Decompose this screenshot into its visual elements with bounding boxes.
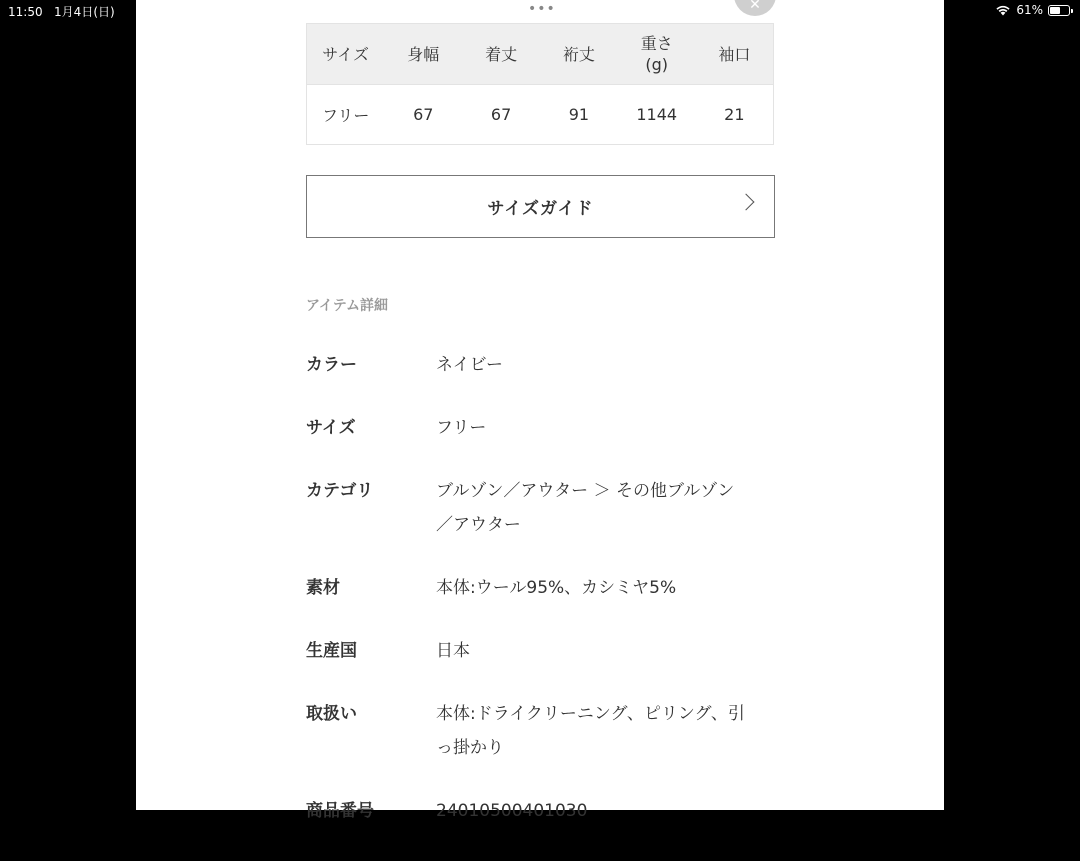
- detail-row-country: [306, 638, 776, 668]
- status-clock: 11:50: [8, 5, 43, 19]
- status-time: [8, 3, 115, 20]
- table-row: [307, 85, 774, 145]
- detail-value-line: ／アウター: [436, 515, 521, 535]
- detail-value-line: ブルゾン／アウター ＞ その他ブルゾン: [436, 481, 735, 501]
- detail-key: 商品番号: [306, 801, 374, 821]
- detail-key: カテゴリ: [306, 481, 374, 501]
- detail-value: [436, 697, 776, 765]
- detail-key: 生産国: [306, 641, 357, 661]
- detail-value: 24010500401030: [436, 801, 588, 821]
- detail-row-material: [306, 575, 776, 605]
- item-details-title: アイテム詳細: [306, 298, 389, 314]
- size-table: [306, 23, 774, 145]
- size-guide-button[interactable]: [306, 175, 775, 238]
- chevron-right-icon: [738, 194, 755, 211]
- status-indicators: [995, 3, 1070, 17]
- close-button[interactable]: [734, 0, 776, 16]
- detail-key: カラー: [306, 355, 357, 375]
- detail-row-color: [306, 352, 776, 382]
- detail-value: [436, 474, 776, 542]
- size-guide-label: サイズガイド: [487, 199, 594, 219]
- detail-value: 本体:ウール95%、カシミヤ5%: [436, 578, 677, 598]
- header-cuff: 袖口: [696, 24, 774, 85]
- cell-length: 67: [462, 85, 540, 145]
- header-size: サイズ: [307, 24, 385, 85]
- more-dots-icon[interactable]: •••: [528, 1, 556, 17]
- detail-row-size: [306, 415, 776, 445]
- detail-key: サイズ: [306, 418, 356, 438]
- detail-key: 素材: [306, 578, 340, 598]
- header-width: 身幅: [384, 24, 462, 85]
- wifi-icon: [995, 4, 1011, 16]
- detail-value: ネイビー: [436, 355, 503, 375]
- header-weight: 重さ (g): [618, 24, 696, 85]
- cell-cuff: 21: [696, 85, 774, 145]
- detail-value-line: っ掛かり: [436, 738, 504, 758]
- battery-percent: 61%: [1016, 3, 1043, 17]
- cell-sleeve: 91: [540, 85, 618, 145]
- detail-key: 取扱い: [306, 704, 357, 724]
- detail-row-product-number: [306, 798, 776, 828]
- cell-width: 67: [384, 85, 462, 145]
- detail-row-category: [306, 478, 776, 542]
- product-sheet: [136, 0, 944, 821]
- detail-value: 日本: [436, 641, 470, 661]
- header-length: 着丈: [462, 24, 540, 85]
- detail-row-care: [306, 701, 776, 765]
- size-table-header: [307, 24, 774, 85]
- battery-icon: [1048, 5, 1070, 16]
- cell-weight: 1144: [618, 85, 696, 145]
- detail-value-line: 本体:ドライクリーニング、ピリング、引: [436, 704, 745, 724]
- cell-size: フリー: [307, 85, 385, 145]
- close-icon: ✕: [749, 0, 761, 13]
- status-date: 1月4日(日): [54, 5, 115, 19]
- detail-value: フリー: [436, 418, 487, 438]
- header-sleeve: 裄丈: [540, 24, 618, 85]
- item-details-list: [306, 352, 776, 861]
